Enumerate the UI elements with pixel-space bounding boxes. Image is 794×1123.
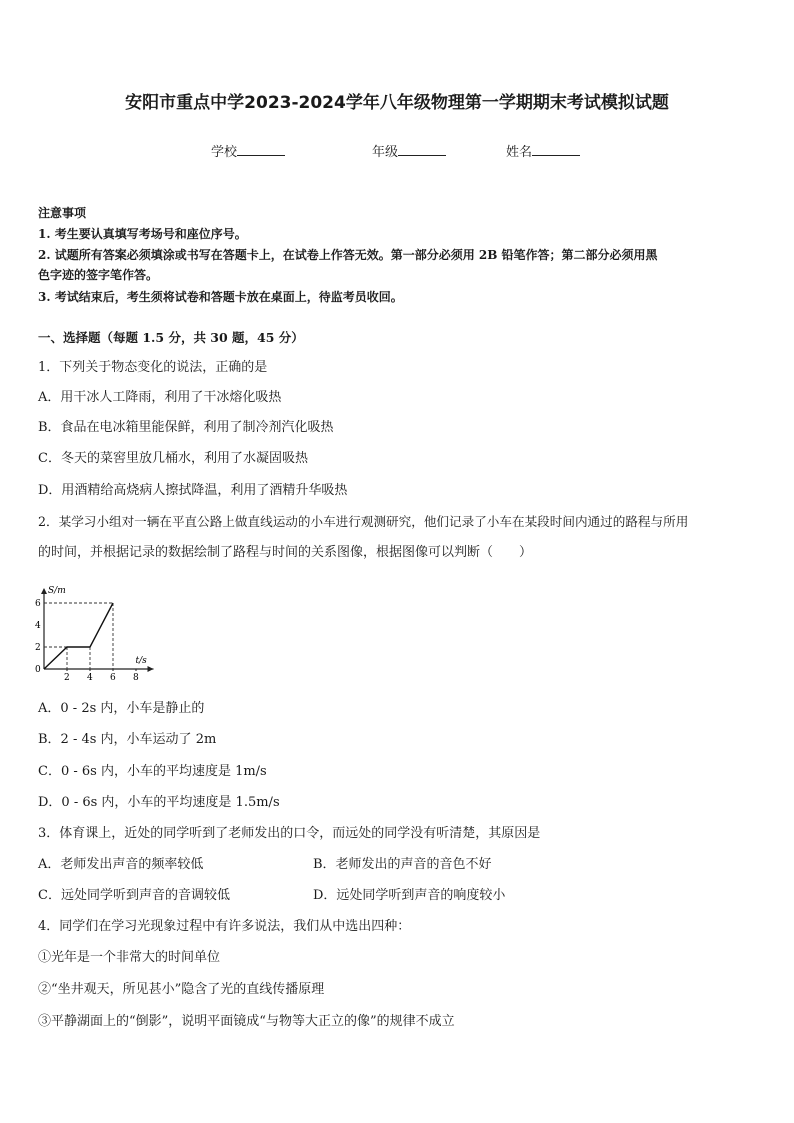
y-tick-label: 4 bbox=[35, 621, 41, 631]
question-stem: 3．体育课上，近处的同学听到了老师发出的口令，而远处的同学没有听清楚，其原因是 bbox=[38, 826, 541, 841]
school-blank bbox=[237, 143, 285, 156]
note-item: 3. 考试结束后，考生须将试卷和答题卡放在桌面上，待监考员收回。 bbox=[38, 290, 403, 304]
option-d[interactable]: D．用酒精给高烧病人擦拭降温，利用了酒精升华吸热 bbox=[38, 483, 348, 498]
x-tick-label: 2 bbox=[64, 673, 70, 683]
option-c[interactable]: C．0 - 6s 内，小车的平均速度是 1m/s bbox=[38, 764, 267, 779]
name-label: 姓名 bbox=[506, 145, 533, 160]
option-a[interactable]: A．0 - 2s 内，小车是静止的 bbox=[38, 701, 205, 716]
option-d[interactable]: D．远处同学听到声音的响度较小 bbox=[313, 888, 506, 903]
option-b[interactable]: B．老师发出的声音的音色不好 bbox=[313, 857, 492, 872]
option-d[interactable]: D．0 - 6s 内，小车的平均速度是 1.5m/s bbox=[38, 795, 280, 810]
statement-item: ③平静湖面上的“倒影”，说明平面镜成“与物等大正立的像”的规律不成立 bbox=[38, 1014, 455, 1029]
name-field[interactable] bbox=[506, 141, 580, 160]
question-stem: 1．下列关于物态变化的说法，正确的是 bbox=[38, 360, 268, 375]
statement-item: ①光年是一个非常大的时间单位 bbox=[38, 950, 221, 965]
option-b[interactable]: B．2 - 4s 内，小车运动了 2m bbox=[38, 732, 217, 747]
grade-blank bbox=[398, 143, 446, 156]
x-tick-label: 8 bbox=[133, 673, 139, 683]
x-axis-label: t/s bbox=[135, 656, 147, 666]
notes-heading: 注意事项 bbox=[38, 206, 87, 220]
x-tick-label: 6 bbox=[110, 673, 116, 683]
note-item: 1. 考生要认真填写考场号和座位序号。 bbox=[38, 227, 247, 241]
y-axis-label: S/m bbox=[48, 586, 66, 596]
x-axis-arrow bbox=[148, 666, 154, 672]
question-stem: 4．同学们在学习光现象过程中有许多说法，我们从中选出四种： bbox=[38, 919, 411, 934]
option-c[interactable]: C．远处同学听到声音的音调较低 bbox=[38, 888, 230, 903]
option-a[interactable]: A．用干冰人工降雨，利用了干冰熔化吸热 bbox=[38, 390, 282, 405]
option-a[interactable]: A．老师发出声音的频率较低 bbox=[38, 857, 204, 872]
y-tick-label: 0 bbox=[35, 665, 41, 675]
grade-label: 年级 bbox=[372, 145, 399, 160]
distance-series-line bbox=[44, 603, 113, 669]
option-b[interactable]: B．食品在电冰箱里能保鲜，利用了制冷剂汽化吸热 bbox=[38, 420, 334, 435]
distance-time-graph bbox=[30, 570, 190, 685]
y-axis-arrow bbox=[41, 588, 47, 594]
section-heading: 一、选择题（每题 1.5 分，共 30 题，45 分） bbox=[38, 330, 304, 345]
statement-item: ②“坐井观天，所见甚小”隐含了光的直线传播原理 bbox=[38, 982, 325, 997]
school-field[interactable] bbox=[211, 141, 285, 160]
question-stem-continued: 的时间，并根据记录的数据绘制了路程与时间的关系图像，根据图像可以判断（ ） bbox=[38, 545, 533, 560]
page-title: 安阳市重点中学2023-2024学年八年级物理第一学期期末考试模拟试题 bbox=[125, 93, 669, 113]
y-tick-label: 2 bbox=[35, 643, 41, 653]
question-stem: 2．某学习小组对一辆在平直公路上做直线运动的小车进行观测研究，他们记录了小车在某段时间内通过的路程与所用 bbox=[38, 514, 689, 529]
y-tick-label: 6 bbox=[35, 599, 41, 609]
option-c[interactable]: C．冬天的菜窖里放几桶水，利用了水凝固吸热 bbox=[38, 451, 308, 466]
name-blank bbox=[532, 143, 580, 156]
x-tick-label: 4 bbox=[87, 673, 93, 683]
grade-field[interactable] bbox=[372, 141, 446, 160]
note-item: 色字迹的签字笔作答。 bbox=[38, 268, 159, 282]
school-label: 学校 bbox=[211, 145, 238, 160]
note-item: 2. 试题所有答案必须填涂或书写在答题卡上，在试卷上作答无效。第一部分必须用 2B 铅笔作答；第二部分必须用黑 bbox=[38, 248, 658, 262]
